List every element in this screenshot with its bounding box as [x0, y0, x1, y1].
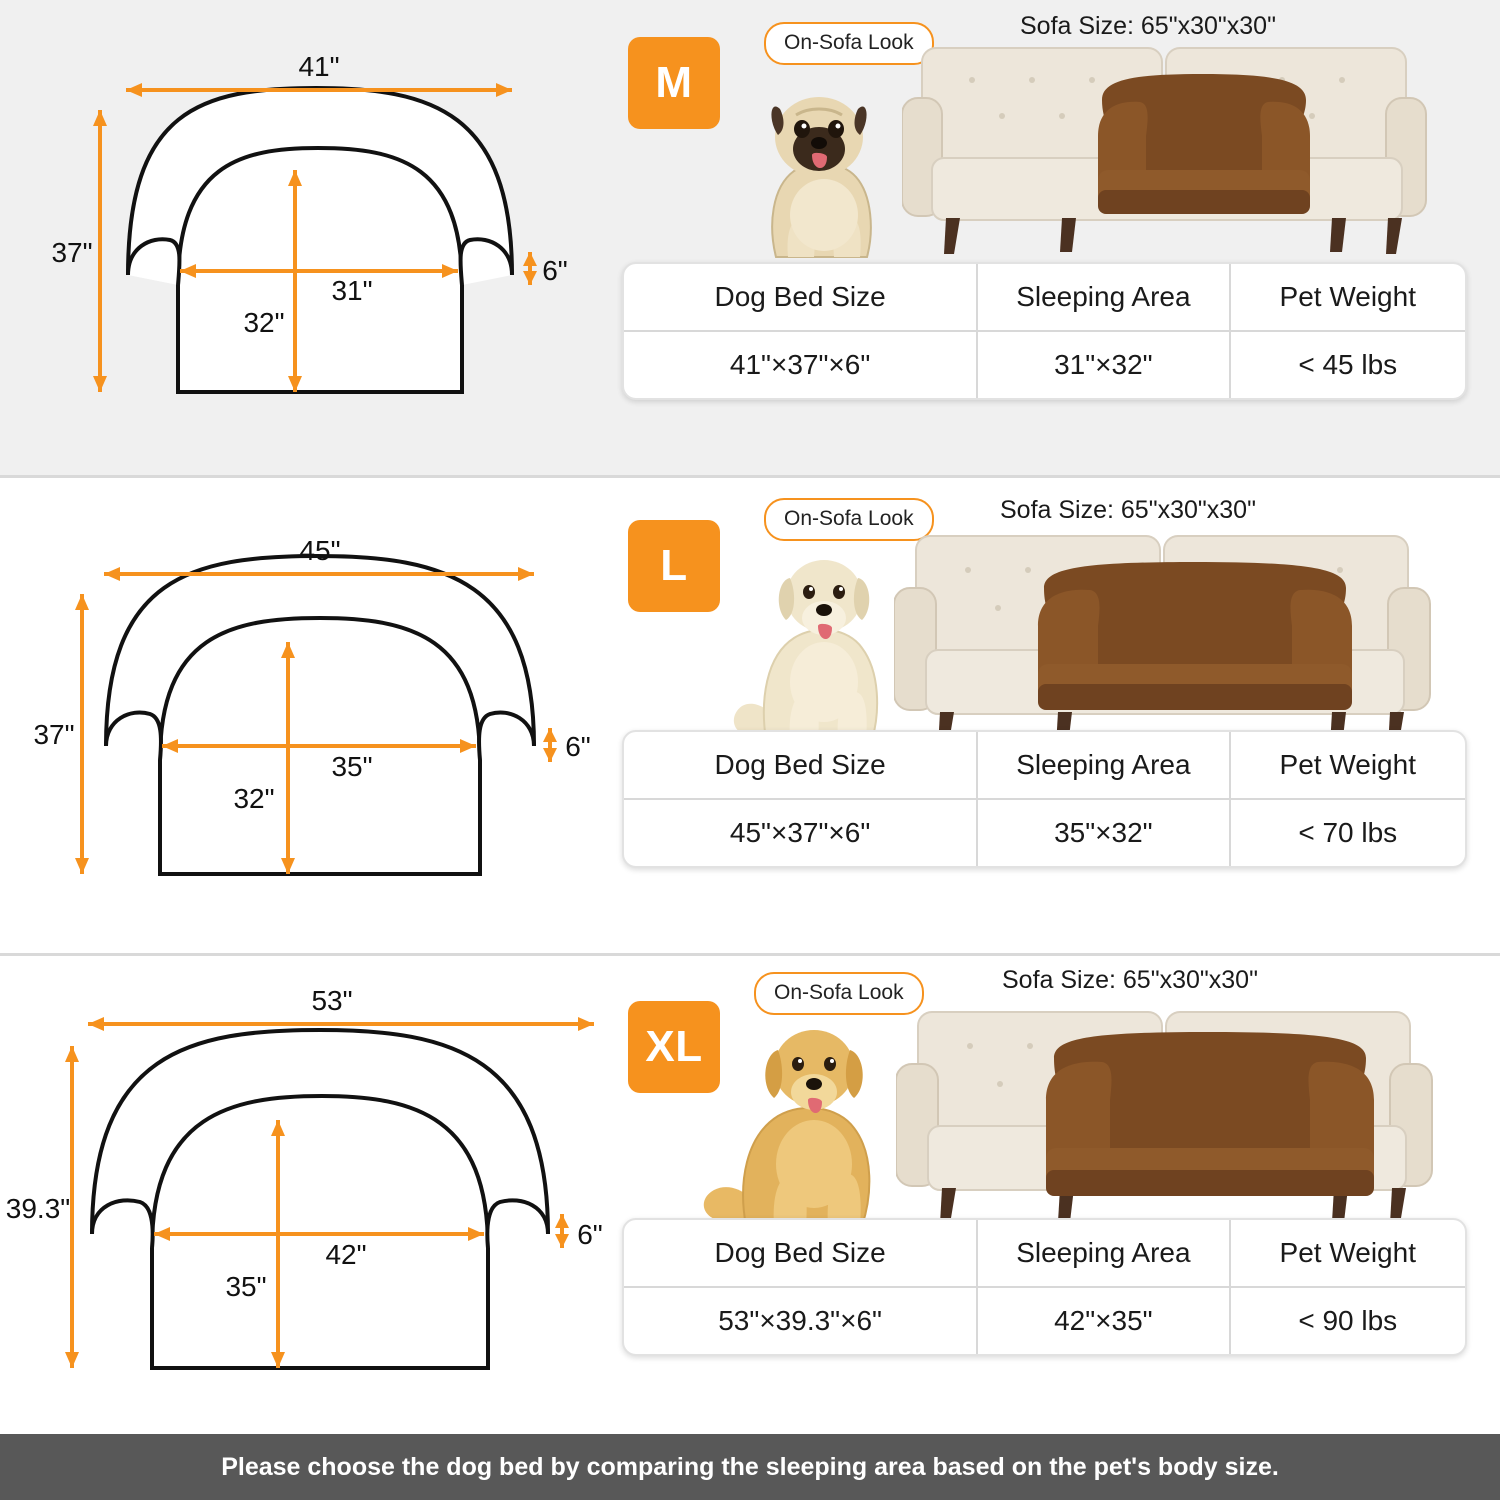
table-header-row: [624, 264, 1465, 331]
spec-table-xl: [622, 1218, 1467, 1356]
cell-sleeping-area-m: 31"×32": [977, 331, 1229, 398]
cell-bed-size-m: 41"×37"×6": [624, 331, 977, 398]
table-header-row: [624, 732, 1465, 799]
sofa-with-bed-image-xl: [896, 1002, 1446, 1252]
footer-note-text: Please choose the dog bed by comparing the sleeping area based on the pet's body size.: [221, 1452, 1279, 1481]
dim-inner-width-m: 31": [331, 275, 373, 306]
table-row: [624, 331, 1465, 398]
dim-width-m: 41": [298, 51, 340, 82]
header-bed-size: Dog Bed Size: [624, 1220, 977, 1287]
cell-sleeping-area-l: 35"×32": [977, 799, 1229, 866]
table-row: [624, 1287, 1465, 1354]
header-bed-size: Dog Bed Size: [624, 732, 977, 799]
dim-depth-m: 37": [51, 237, 93, 268]
header-bed-size: Dog Bed Size: [624, 264, 977, 331]
pug-dog-image: [724, 75, 914, 265]
dim-inner-depth-l: 32": [233, 783, 275, 814]
size-badge-xl: XL: [628, 1001, 720, 1093]
bed-diagram-m: [0, 0, 612, 475]
bed-diagram-l: [0, 478, 612, 953]
dim-thickness-xl: 6": [577, 1219, 603, 1250]
cell-pet-weight-l: < 70 lbs: [1298, 817, 1398, 848]
sofa-size-label-l: Sofa Size: 65"x30"x30": [1000, 496, 1256, 524]
header-sleeping-area: Sleeping Area: [977, 1220, 1229, 1287]
size-badge-m: M: [628, 37, 720, 129]
size-badge-l: L: [628, 520, 720, 612]
dim-inner-width-xl: 42": [325, 1239, 367, 1270]
cell-bed-size-l: 45"×37"×6": [624, 799, 977, 866]
cell-pet-weight-m: < 45 lbs: [1298, 349, 1398, 380]
bed-diagram-xl: [0, 956, 612, 1434]
size-row-m: [0, 0, 1500, 478]
on-sofa-look-label-m: On-Sofa Look: [764, 22, 934, 65]
dim-width-l: 45": [299, 535, 341, 566]
table-header-row: [624, 1220, 1465, 1287]
dim-thickness-m: 6": [542, 255, 568, 286]
sofa-size-label-xl: Sofa Size: 65"x30"x30": [1002, 966, 1258, 994]
dim-thickness-l: 6": [565, 731, 591, 762]
header-pet-weight: Pet Weight: [1230, 1220, 1465, 1287]
row-right-xl: [612, 956, 1500, 1434]
on-sofa-look-label-xl: On-Sofa Look: [754, 972, 924, 1015]
size-row-xl: [0, 956, 1500, 1434]
golden-retriever-dog-image: [690, 1014, 930, 1244]
table-row: [624, 799, 1465, 866]
cell-pet-weight-xl: < 90 lbs: [1298, 1305, 1398, 1336]
sofa-size-label-m: Sofa Size: 65"x30"x30": [1020, 12, 1276, 40]
dim-inner-width-l: 35": [331, 751, 373, 782]
cell-sleeping-area-xl: 42"×35": [977, 1287, 1229, 1354]
size-row-l: [0, 478, 1500, 956]
on-sofa-look-label-l: On-Sofa Look: [764, 498, 934, 541]
dim-depth-l: 37": [33, 719, 75, 750]
spec-table-m: [622, 262, 1467, 400]
sofa-with-bed-image-m: [902, 40, 1442, 280]
row-right-l: [612, 478, 1500, 953]
header-pet-weight: Pet Weight: [1230, 732, 1465, 799]
row-right-m: [612, 0, 1500, 475]
dim-width-xl: 53": [311, 985, 353, 1016]
cell-bed-size-xl: 53"×39.3"×6": [624, 1287, 977, 1354]
header-sleeping-area: Sleeping Area: [977, 732, 1229, 799]
dim-inner-depth-m: 32": [243, 307, 285, 338]
footer-note-bar: [0, 1434, 1500, 1500]
dim-inner-depth-xl: 35": [225, 1271, 267, 1302]
spec-table-l: [622, 730, 1467, 868]
header-pet-weight: Pet Weight: [1230, 264, 1465, 331]
header-sleeping-area: Sleeping Area: [977, 264, 1229, 331]
dim-depth-xl: 39.3": [5, 1193, 71, 1224]
